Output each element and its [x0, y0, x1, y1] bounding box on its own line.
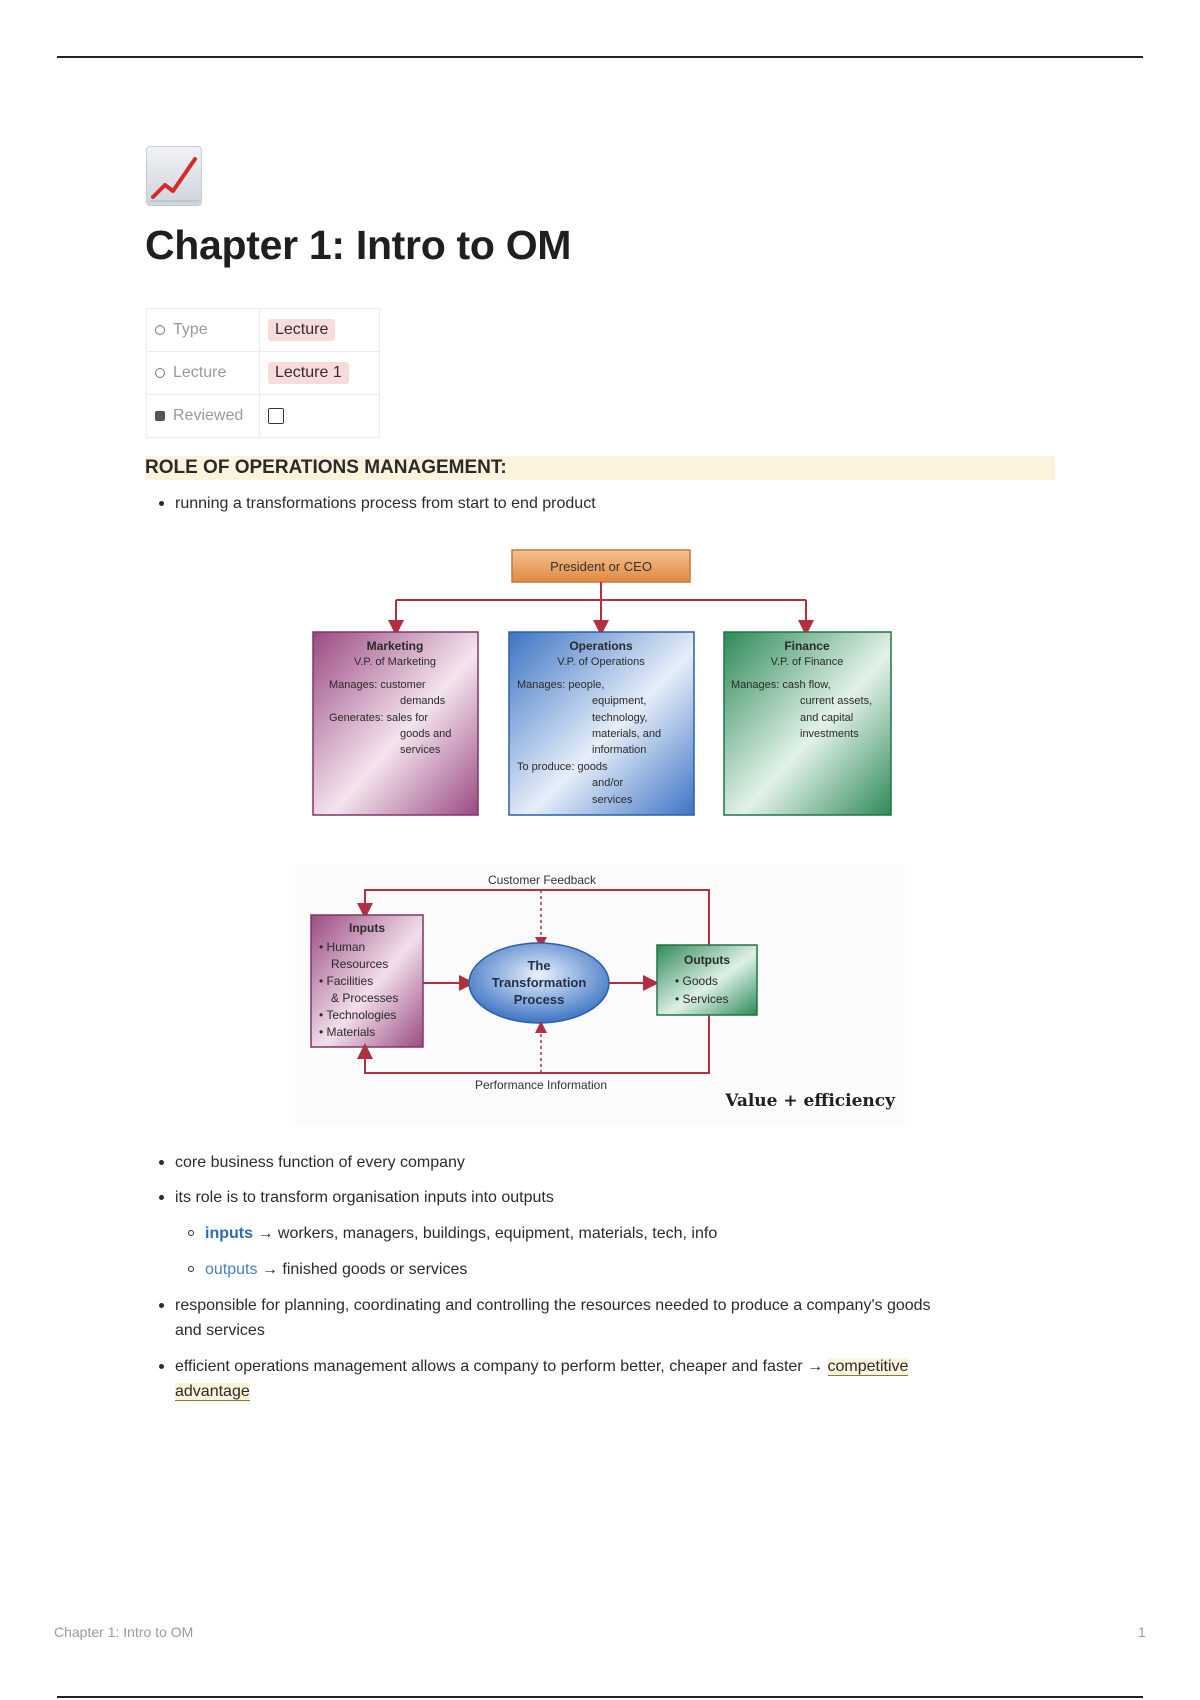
marketing-title: Marketing	[366, 639, 424, 653]
finance-title: Finance	[784, 639, 830, 653]
marketing-line: Generates: sales for	[329, 712, 429, 724]
finance-line: and capital	[800, 712, 854, 724]
property-key: Lecture	[173, 364, 227, 381]
type-tag[interactable]: Lecture	[268, 319, 335, 341]
checkbox-property-icon	[155, 411, 165, 421]
page-title: Chapter 1: Intro to OM	[145, 222, 572, 268]
list-line: and services	[175, 1322, 265, 1339]
performance-info-label: Performance Information	[474, 1078, 608, 1092]
marketing-line: Manages: customer	[329, 679, 426, 691]
value-efficiency-caption: Value + efficiency	[725, 1091, 895, 1111]
property-key: Type	[173, 321, 208, 338]
outputs-title: Outputs	[684, 953, 730, 967]
process-label: Process	[513, 992, 565, 1007]
properties-table	[146, 308, 380, 438]
list-item: running a transformations process from start to end product	[175, 491, 1055, 516]
list-line: responsible for planning, coordinating and controlling the resources needed to produce a company's goods	[175, 1297, 931, 1314]
process-label: The	[527, 958, 551, 973]
ceo-label: President or CEO	[550, 559, 652, 574]
outputs-definition: → finished goods or services	[257, 1261, 468, 1278]
inputs-item: • Facilities	[319, 974, 374, 988]
inputs-item: • Materials	[319, 1025, 376, 1039]
highlighted-term: advantage	[175, 1383, 250, 1400]
sub-list-item	[205, 1221, 717, 1246]
operations-line: equipment,	[592, 695, 647, 707]
select-property-icon	[155, 368, 165, 378]
operations-line: services	[592, 794, 633, 806]
inputs-title: Inputs	[349, 921, 385, 935]
list-item: its role is to transform organisation inputs into outputs	[175, 1185, 1055, 1210]
property-key: Reviewed	[173, 407, 244, 424]
highlighted-term: competitive	[827, 1358, 909, 1375]
finance-sub: V.P. of Finance	[770, 656, 844, 668]
list-line: efficient operations management allows a company to perform better, cheaper and faster →	[175, 1358, 828, 1375]
operations-title: Operations	[569, 639, 633, 653]
chart-increasing-icon	[146, 146, 202, 206]
operations-sub: V.P. of Operations	[557, 656, 645, 668]
footer-title: Chapter 1: Intro to OM	[54, 1624, 194, 1640]
marketing-line: demands	[400, 695, 446, 707]
property-lecture[interactable]	[147, 352, 380, 395]
finance-line: current assets,	[800, 695, 873, 707]
marketing-line: goods and	[400, 728, 452, 740]
inputs-item: • Technologies	[319, 1008, 397, 1022]
transformation-process-diagram	[295, 865, 905, 1125]
select-property-icon	[155, 325, 165, 335]
org-chart-diagram	[295, 540, 905, 820]
lecture-tag[interactable]: Lecture 1	[268, 362, 349, 384]
list-item: core business function of every company	[175, 1150, 1055, 1175]
customer-feedback-label: Customer Feedback	[487, 873, 597, 887]
inputs-item: Resources	[331, 957, 389, 971]
section-heading: ROLE OF OPERATIONS MANAGEMENT:	[145, 456, 1055, 480]
reviewed-checkbox[interactable]	[268, 408, 284, 424]
operations-line: materials, and	[592, 728, 662, 740]
inputs-item: & Processes	[331, 991, 399, 1005]
list-item	[175, 1293, 1055, 1343]
bottom-rule	[57, 1696, 1143, 1698]
outputs-term: outputs	[205, 1261, 258, 1278]
sub-list-item	[205, 1257, 467, 1282]
outputs-item: • Goods	[675, 974, 718, 988]
finance-line: Manages: cash flow,	[731, 679, 831, 691]
operations-line: technology,	[592, 712, 648, 724]
process-label: Transformation	[491, 975, 587, 990]
operations-line: and/or	[592, 777, 624, 789]
marketing-sub: V.P. of Marketing	[354, 656, 436, 668]
inputs-definition: → workers, managers, buildings, equipment, materials, tech, info	[253, 1225, 718, 1242]
list-item	[175, 1354, 1055, 1404]
operations-line: information	[592, 744, 647, 756]
top-rule	[57, 56, 1143, 58]
finance-line: investments	[800, 728, 859, 740]
inputs-item: • Human	[319, 940, 366, 954]
marketing-line: services	[400, 744, 441, 756]
property-reviewed[interactable]	[147, 395, 380, 438]
outputs-item: • Services	[675, 992, 729, 1006]
property-type[interactable]	[147, 309, 380, 352]
inputs-term: inputs	[205, 1225, 253, 1242]
operations-line: To produce: goods	[517, 761, 608, 773]
page-number: 1	[1138, 1624, 1146, 1640]
operations-line: Manages: people,	[517, 679, 605, 691]
